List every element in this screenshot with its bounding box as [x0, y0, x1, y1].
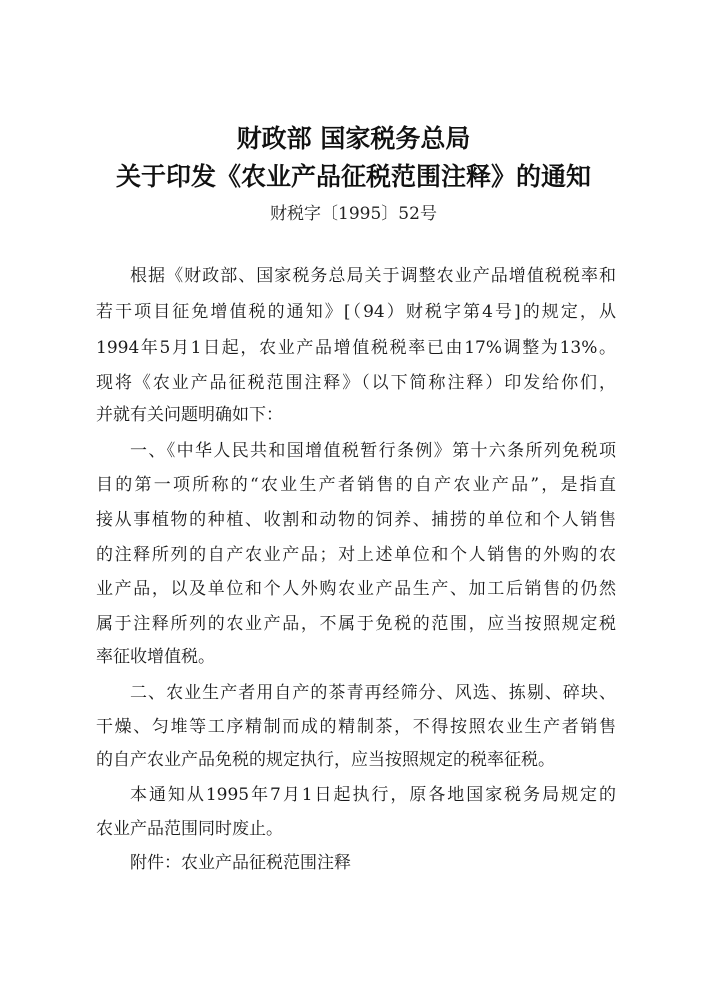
document-title-line1: 财政部 国家税务总局 — [236, 124, 471, 153]
document-title-line2: 关于印发《农业产品征税范围注释》的通知 — [115, 162, 591, 191]
paragraph-line: 本通知从1995年7月1日起执行，原各地国家税务局规定的 — [130, 785, 616, 805]
paragraph-line: 农业产品范围同时废止。 — [96, 819, 283, 839]
document-number: 财税字〔1995〕52号 — [270, 204, 437, 224]
paragraph-line: 目的第一项所称的“农业生产者销售的自产农业产品”，是指直 — [96, 475, 616, 495]
paragraph-line: 干燥、匀堆等工序精制而成的精制茶，不得按照农业生产者销售 — [96, 717, 616, 737]
paragraph-line: 业产品，以及单位和个人外购农业产品生产、加工后销售的仍然 — [96, 579, 616, 599]
paragraph-line: 二、农业生产者用自产的茶青再经筛分、风选、拣剔、碎块、 — [130, 683, 616, 703]
paragraph-line: 的自产农业产品免税的规定执行，应当按照规定的税率征税。 — [96, 750, 555, 770]
paragraph-line: 属于注释所列的农业产品，不属于免税的范围，应当按照规定税 — [96, 614, 616, 634]
paragraph-line: 的注释所列的自产农业产品；对上述单位和个人销售的外购的农 — [96, 545, 616, 565]
paragraph-line: 1994年5月1日起，农业产品增值税税率已由17%调整为13%。 — [96, 338, 616, 358]
paragraph-line: 根据《财政部、国家税务总局关于调整农业产品增值税税率和 — [130, 266, 616, 286]
paragraph-line: 率征收增值税。 — [96, 647, 215, 667]
paragraph-line: 若干项目征免增值税的通知》[（94）财税字第4号]的规定，从 — [96, 302, 616, 322]
paragraph-line: 现将《农业产品征税范围注释》（以下简称注释）印发给你们， — [96, 373, 616, 393]
paragraph-line: 并就有关问题明确如下： — [96, 405, 283, 425]
attachment-line: 附件：农业产品征税范围注释 — [130, 853, 351, 873]
paragraph-line: 接从事植物的种植、收割和动物的饲养、捕捞的单位和个人销售 — [96, 510, 616, 530]
paragraph-line: 一、《中华人民共和国增值税暂行条例》第十六条所列免税项 — [130, 441, 616, 461]
